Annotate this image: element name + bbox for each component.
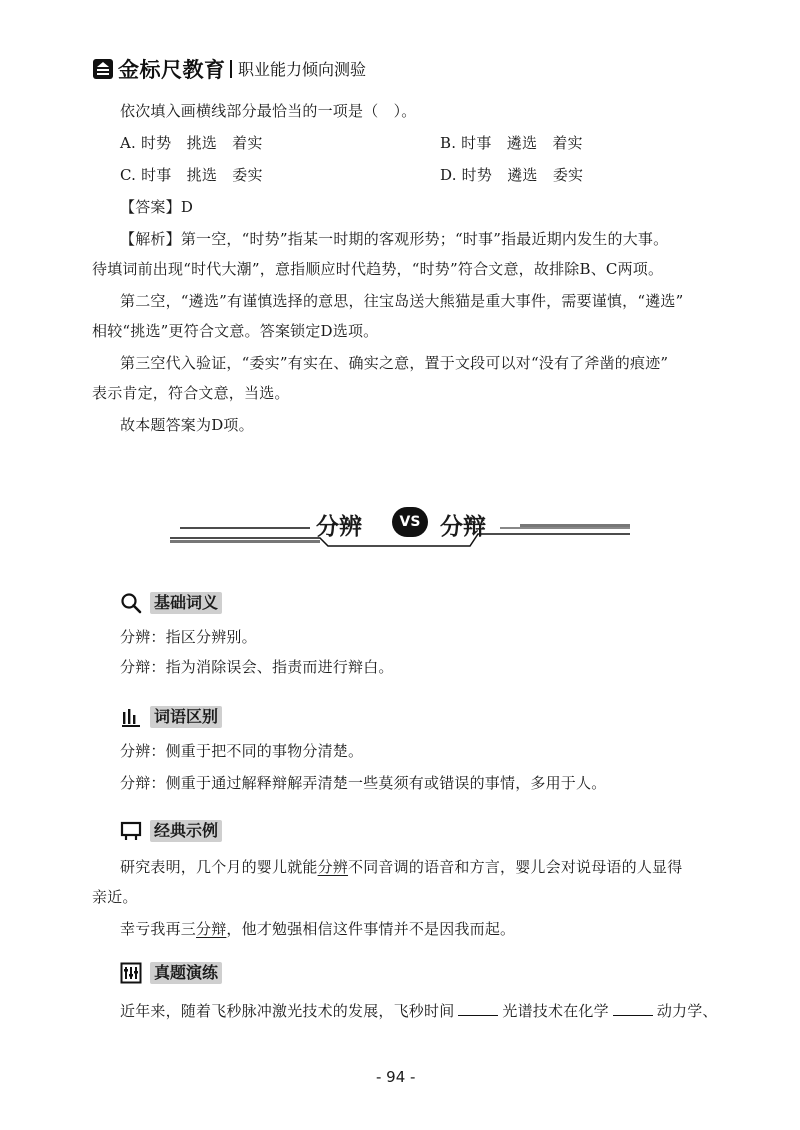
analysis-line-3: 第二空，“遴选”有谨慎选择的意思，往宝岛送大熊猫是重大事件，需要谨慎，“遴选” (120, 292, 684, 310)
example-2-text-pre: 幸亏我再三 (120, 920, 197, 938)
brand-logo-icon (92, 58, 114, 80)
answer-line (120, 196, 193, 218)
diff-line-2: 分辩：侧重于通过解释辩解弄清楚一些莫须有或错误的事情，多用于人。 (120, 774, 607, 792)
header-subtitle: 职业能力倾向测验 (238, 60, 367, 79)
analysis-line-6: 表示肯定，符合文意，当选。 (92, 384, 290, 402)
header-divider (230, 60, 232, 78)
magnifier-icon (120, 592, 142, 614)
analysis-line-4: 相较“挑选”更符合文意。答案锁定D选项。 (92, 322, 379, 340)
option-c: C. 时事 挑选 委实 (120, 166, 263, 184)
example-1-keyword: 分辨 (317, 858, 349, 876)
question-prompt: 依次填入画横线部分最恰当的一项是（ ）。 (120, 102, 417, 120)
example-2-keyword: 分辩 (196, 920, 227, 938)
practice-text-2: 光谱技术在化学 (502, 1002, 609, 1020)
banner-right-word: 分辩 (440, 513, 486, 540)
practice-text-1: 近年来，随着飞秒脉冲激光技术的发展，飞秒时间 (120, 1002, 455, 1020)
analysis-line-1 (120, 228, 668, 250)
practice-blank-2 (613, 1001, 653, 1016)
analysis-line-5: 第三空代入验证，“委实”有实在、确实之意，置于文段可以对“没有了斧凿的痕迹” (120, 354, 669, 372)
example-1-text-pre: 研究表明，几个月的婴儿就能 (120, 858, 318, 876)
presentation-board-icon (120, 820, 142, 842)
page-number: - 94 - (376, 1068, 416, 1086)
section-title-example: 经典示例 (150, 820, 222, 842)
option-b: B. 时事 遴选 着实 (440, 134, 583, 152)
practice-blank-1 (458, 1001, 498, 1016)
practice-line-1 (120, 1000, 718, 1022)
answer-value: D (180, 198, 194, 216)
banner-left-word: 分辨 (316, 513, 362, 540)
section-title-basic: 基础词义 (150, 592, 222, 614)
example-1-text-post: 不同音调的语音和方言，婴儿会对说母语的人显得 (348, 858, 683, 876)
example-2 (120, 918, 515, 940)
example-1 (120, 856, 682, 878)
sliders-icon (120, 962, 142, 984)
example-1-line-2: 亲近。 (92, 888, 138, 906)
analysis-label: 【解析】 (120, 230, 181, 248)
vs-badge: VS (392, 507, 428, 537)
brand-name: 金标尺教育 (118, 58, 226, 82)
conclusion: 故本题答案为D项。 (120, 416, 254, 434)
example-2-text-post: ，他才勉强相信这件事情并不是因我而起。 (226, 920, 516, 938)
section-title-practice: 真题演练 (150, 962, 222, 984)
section-title-diff: 词语区别 (150, 706, 222, 728)
practice-text-3: 动力学、 (656, 1002, 718, 1020)
option-a: A. 时势 挑选 着实 (120, 134, 263, 152)
basic-line-1: 分辨：指区分辨别。 (120, 628, 257, 646)
analysis-line-2: 待填词前出现“时代大潮”，意指顺应时代趋势，“时势”符合文意，故排除B、C两项。 (92, 260, 664, 278)
basic-line-2: 分辩：指为消除误会、指责而进行辩白。 (120, 658, 394, 676)
option-d: D. 时势 遴选 委实 (440, 166, 584, 184)
analysis-text-1: 第一空，“时势”指某一时期的客观形势；“时事”指最近期内发生的大事。 (180, 230, 669, 248)
answer-label: 【答案】 (120, 198, 181, 216)
bar-chart-icon (120, 706, 142, 728)
diff-line-1: 分辨：侧重于把不同的事物分清楚。 (120, 742, 364, 760)
